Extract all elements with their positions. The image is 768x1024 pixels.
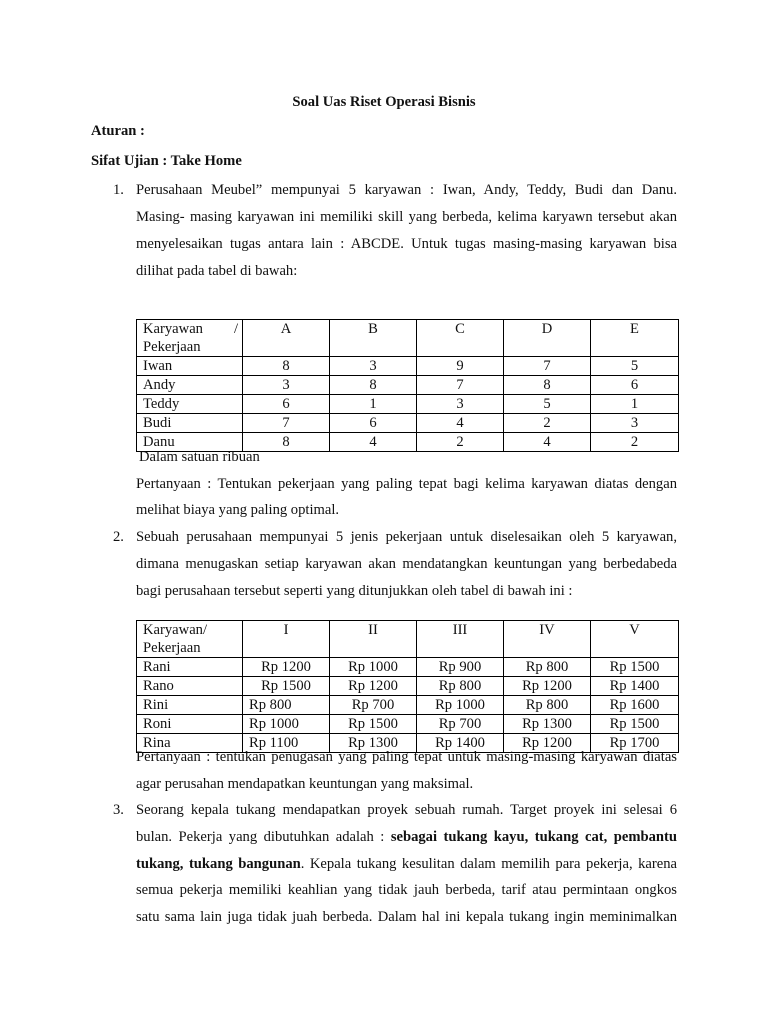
document-title: Soal Uas Riset Operasi Bisnis — [292, 94, 476, 110]
table-cell: 6 — [591, 376, 679, 395]
table-row — [137, 696, 679, 715]
row-name: Rano — [137, 677, 243, 696]
table-cell: Rp 900 — [417, 658, 504, 677]
table-cell: Rp 1000 — [417, 696, 504, 715]
table-cell: 2 — [504, 414, 591, 433]
table-header-row — [137, 320, 679, 357]
table-cell: Rp 1000 — [330, 658, 417, 677]
table-row — [137, 658, 679, 677]
table-cell: Rp 1500 — [243, 677, 330, 696]
column-header: V — [591, 621, 679, 658]
column-header: B — [330, 320, 417, 357]
table-cell: 7 — [417, 376, 504, 395]
table-cell: 8 — [330, 376, 417, 395]
table-cell: Rp 800 — [504, 658, 591, 677]
table-cell: Rp 1300 — [504, 715, 591, 734]
question-2-prompt: agar perusahan mendapatkan keuntungan yang maksimal. — [136, 776, 474, 792]
table-cell: Rp 800 — [243, 696, 330, 715]
table-note: Dalam satuan ribuan — [139, 449, 260, 465]
table-cell: 3 — [591, 414, 679, 433]
question-1-line: Masing- masing karyawan ini memiliki skill yang berbeda, kelima karyawn tersebut akan — [136, 209, 677, 225]
table-cell: 8 — [504, 376, 591, 395]
question-1-line: menyelesaikan tugas antara lain : ABCDE. Untuk tugas masing-masing karyawan bisa — [136, 236, 677, 252]
question-2-line: bagi perusahaan tersebut seperti yang ditunjukkan oleh tabel di bawah ini : — [136, 583, 573, 599]
question-3-number: 3. — [113, 802, 124, 818]
column-header: E — [591, 320, 679, 357]
table-cell: Rp 1400 — [417, 734, 504, 753]
table-cell: Rp 1300 — [330, 734, 417, 753]
table-cell: Rp 800 — [417, 677, 504, 696]
table-cell: 2 — [417, 433, 504, 452]
table-cell: Rp 1200 — [243, 658, 330, 677]
table-cell: Rp 1500 — [591, 715, 679, 734]
table-cell: Rp 1100 — [243, 734, 330, 753]
header-label: Karyawan — [143, 321, 203, 337]
table-row — [137, 414, 679, 433]
table-cell: 1 — [330, 395, 417, 414]
column-header: IV — [504, 621, 591, 658]
row-name: Iwan — [137, 357, 243, 376]
header-label: Pekerjaan — [143, 640, 201, 656]
table-cell: 7 — [243, 414, 330, 433]
table-cell: 8 — [243, 433, 330, 452]
cost-table — [136, 319, 679, 452]
column-header: I — [243, 621, 330, 658]
row-name: Rina — [137, 734, 243, 753]
header-slash: / — [233, 321, 238, 337]
header-label: Karyawan/ — [143, 622, 208, 638]
question-1-line: Perusahaan Meubel” mempunyai 5 karyawan : Iwan, Andy, Teddy, Budi dan Danu. — [136, 182, 677, 198]
question-3-text: . Kepala tukang kesulitan dalam memilih para pekerja, karena — [300, 856, 677, 872]
table-cell: 1 — [591, 395, 679, 414]
row-name: Rani — [137, 658, 243, 677]
question-2-prompt: Pertanyaan : tentukan penugasan yang paling tepat untuk masing-masing karyawan diatas — [136, 749, 677, 765]
table-cell: Rp 1700 — [591, 734, 679, 753]
table-cell: 5 — [504, 395, 591, 414]
question-3-line: Seorang kepala tukang mendapatkan proyek sebuah rumah. Target proyek ini selesai 6 — [136, 802, 677, 818]
table-cell: 4 — [330, 433, 417, 452]
column-header: II — [330, 621, 417, 658]
row-name: Teddy — [137, 395, 243, 414]
column-header: A — [243, 320, 330, 357]
table-row — [137, 715, 679, 734]
table-cell: Rp 1200 — [504, 734, 591, 753]
table-cell: 4 — [417, 414, 504, 433]
question-3-line — [136, 856, 677, 873]
question-3-line: semua pekerja memiliki keahlian yang tidak jauh berbeda, tarif atau permintaan ongkos — [136, 882, 677, 898]
table-cell: 4 — [504, 433, 591, 452]
table-cell: 6 — [243, 395, 330, 414]
question-3-line — [136, 829, 677, 846]
table-cell: Rp 1400 — [591, 677, 679, 696]
table-row — [137, 376, 679, 395]
table-cell: 5 — [591, 357, 679, 376]
question-1-number: 1. — [113, 182, 124, 198]
table-header-row — [137, 621, 679, 658]
table-cell: Rp 1600 — [591, 696, 679, 715]
question-3-bold-text: sebagai tukang kayu, tukang cat, pembantu — [390, 829, 677, 845]
question-2-line: dimana menugaskan setiap karyawan akan mendatangkan keuntungan yang berbedabeda — [136, 556, 677, 572]
table-cell: Rp 1200 — [330, 677, 417, 696]
table-corner-header — [137, 621, 243, 658]
table-cell: 2 — [591, 433, 679, 452]
table-cell: 9 — [417, 357, 504, 376]
question-2-line: Sebuah perusahaan mempunyai 5 jenis pekerjaan untuk diselesaikan oleh 5 karyawan, — [136, 529, 677, 545]
table-cell: Rp 700 — [330, 696, 417, 715]
question-1-prompt: Pertanyaan : Tentukan pekerjaan yang paling tepat bagi kelima karyawan diatas dengan — [136, 476, 677, 492]
table-cell: 6 — [330, 414, 417, 433]
question-1-line: dilihat pada tabel di bawah: — [136, 263, 298, 279]
rules-heading: Aturan : — [91, 123, 145, 139]
table-cell: Rp 1500 — [330, 715, 417, 734]
header-label: Pekerjaan — [143, 339, 201, 355]
column-header: D — [504, 320, 591, 357]
table-cell: Rp 700 — [417, 715, 504, 734]
table-row — [137, 395, 679, 414]
table-cell: 8 — [243, 357, 330, 376]
question-1-prompt: melihat biaya yang paling optimal. — [136, 502, 340, 518]
row-name: Rini — [137, 696, 243, 715]
table-cell: 7 — [504, 357, 591, 376]
row-name: Budi — [137, 414, 243, 433]
table-row — [137, 677, 679, 696]
column-header: III — [417, 621, 504, 658]
exam-nature-heading: Sifat Ujian : Take Home — [91, 153, 242, 169]
profit-table — [136, 620, 679, 753]
question-3-line: satu sama lain juga tidak juah berbeda. Dalam hal ini kepala tukang ingin meminimalkan — [136, 909, 677, 925]
table-row — [137, 357, 679, 376]
question-3-bold-text: tukang, tukang bangunan — [136, 856, 301, 872]
row-name: Danu — [137, 433, 243, 452]
table-corner-header — [137, 320, 243, 357]
table-cell: Rp 1200 — [504, 677, 591, 696]
table-cell: Rp 800 — [504, 696, 591, 715]
table-cell: Rp 1000 — [243, 715, 330, 734]
row-name: Roni — [137, 715, 243, 734]
row-name: Andy — [137, 376, 243, 395]
question-2-number: 2. — [113, 529, 124, 545]
table-cell: 3 — [330, 357, 417, 376]
table-cell: Rp 1500 — [591, 658, 679, 677]
column-header: C — [417, 320, 504, 357]
table-cell: 3 — [417, 395, 504, 414]
table-cell: 3 — [243, 376, 330, 395]
question-3-text: bulan. Pekerja yang dibutuhkan adalah : — [136, 829, 391, 845]
